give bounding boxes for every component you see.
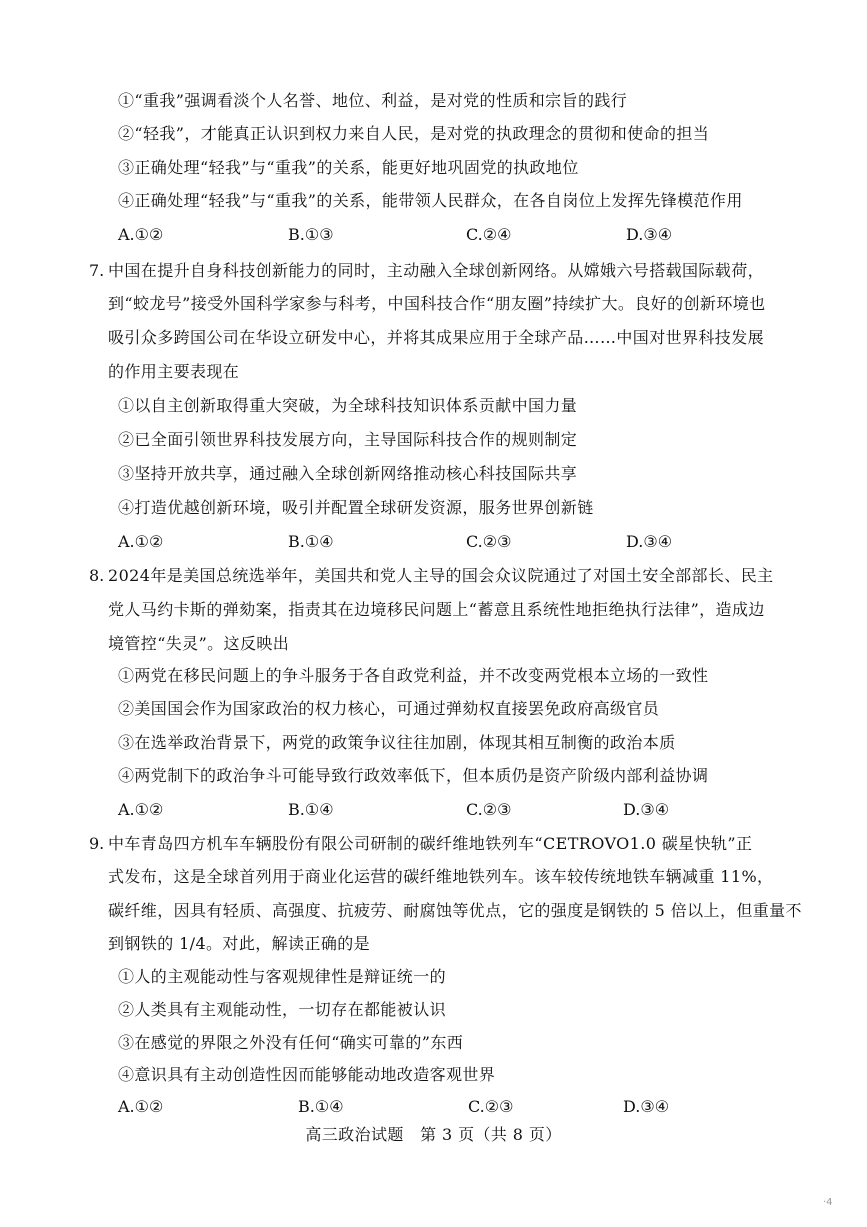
q7-stem-line-2: 到“蛟龙号”接受外国科学家参与科考，中国科技合作“朋友圈”持续扩大。良好的创新环境也: [108, 294, 766, 313]
q7-option-a: A.①②: [118, 532, 164, 551]
q8-option-a: A.①②: [118, 800, 164, 819]
q8-option-b: B.①④: [288, 800, 334, 819]
corner-mark: ·4: [823, 1197, 833, 1208]
q8-option-d: D.③④: [623, 800, 670, 819]
q7-number: 7.: [89, 261, 105, 280]
q9-stem-line-1: 中车青岛四方机车车辆股份有限公司研制的碳纤维地铁列车“CETROVO1.0 碳星快轨”正: [108, 834, 753, 853]
q7-stem-line-4: 的作用主要表现在: [108, 362, 240, 381]
q9-item-1: ①人的主观能动性与客观规律性是辩证统一的: [118, 967, 447, 986]
q6-item-4: ④正确处理“轻我”与“重我”的关系，能带领人民群众，在各自岗位上发挥先锋模范作用: [118, 191, 743, 210]
q9-option-c: C.②③: [468, 1097, 514, 1116]
q8-item-2: ②美国国会作为国家政治的权力核心，可通过弹劾权直接罢免政府高级官员: [118, 699, 660, 718]
q7-option-b: B.①④: [288, 532, 334, 551]
q6-option-b: B.①③: [288, 225, 334, 244]
q9-item-4: ④意识具有主动创造性因而能够能动地改造客观世界: [118, 1065, 496, 1084]
q7-stem-line-3: 吸引众多跨国公司在华设立研发中心，并将其成果应用于全球产品……中国对世界科技发展: [108, 328, 765, 347]
q7-item-1: ①以自主创新取得重大突破，为全球科技知识体系贡献中国力量: [118, 396, 578, 415]
q9-item-2: ②人类具有主观能动性，一切存在都能被认识: [118, 1000, 447, 1019]
q8-number: 8.: [89, 566, 105, 585]
q7-item-3: ③坚持开放共享，通过融入全球创新网络推动核心科技国际共享: [118, 464, 578, 483]
q8-stem-line-1: 2024年是美国总统选举年，美国共和党人主导的国会众议院通过了对国土安全部部长、民主: [108, 566, 774, 585]
q8-item-4: ④两党制下的政治争斗可能导致行政效率低下，但本质仍是资产阶级内部利益协调: [118, 766, 709, 785]
q6-option-c: C.②④: [466, 225, 512, 244]
q9-stem-line-4: 到钢铁的 1/4。对此，解读正确的是: [108, 934, 371, 953]
q9-number: 9.: [89, 834, 105, 853]
q9-option-a: A.①②: [118, 1097, 164, 1116]
q8-stem-line-2: 党人马约卡斯的弹劾案，指责其在边境移民问题上“蓄意且系统性地拒绝执行法律”，造成边: [108, 600, 765, 619]
q7-stem-line-1: 中国在提升自身科技创新能力的同时，主动融入全球创新网络。从嫦娥六号搭载国际载荷，: [108, 261, 765, 280]
q7-option-c: C.②③: [466, 532, 512, 551]
q9-option-b: B.①④: [298, 1097, 344, 1116]
q7-item-4: ④打造优越创新环境，吸引并配置全球研发资源，服务世界创新链: [118, 498, 594, 517]
q7-item-2: ②已全面引领世界科技发展方向，主导国际科技合作的规则制定: [118, 430, 578, 449]
q6-item-2: ②“轻我”，才能真正认识到权力来自人民，是对党的执政理念的贯彻和使命的担当: [118, 124, 710, 143]
q6-item-1: ①“重我”强调看淡个人名誉、地位、利益，是对党的性质和宗旨的践行: [118, 91, 628, 110]
q9-stem-line-2: 式发布，这是全球首列用于商业化运营的碳纤维地铁列车。该车较传统地铁车辆减重 11%，: [108, 867, 774, 886]
q8-stem-line-3: 境管控“失灵”。这反映出: [108, 634, 290, 653]
q8-item-1: ①两党在移民问题上的争斗服务于各自政党利益，并不改变两党根本立场的一致性: [118, 666, 709, 685]
q6-option-a: A.①②: [118, 225, 164, 244]
q9-option-d: D.③④: [623, 1097, 670, 1116]
q8-option-c: C.②③: [466, 800, 512, 819]
q6-option-d: D.③④: [626, 225, 673, 244]
q8-item-3: ③在选举政治背景下，两党的政策争议往往加剧，体现其相互制衡的政治本质: [118, 733, 676, 752]
q7-option-d: D.③④: [626, 532, 673, 551]
q9-stem-line-3: 碳纤维，因具有轻质、高强度、抗疲劳、耐腐蚀等优点，它的强度是钢铁的 5 倍以上，但重量不: [108, 901, 802, 920]
q9-item-3: ③在感觉的界限之外没有任何“确实可靠的”东西: [118, 1033, 464, 1052]
q6-item-3: ③正确处理“轻我”与“重我”的关系，能更好地巩固党的执政地位: [118, 158, 579, 177]
page-footer: 高三政治试题 第 3 页（共 8 页）: [305, 1125, 562, 1144]
